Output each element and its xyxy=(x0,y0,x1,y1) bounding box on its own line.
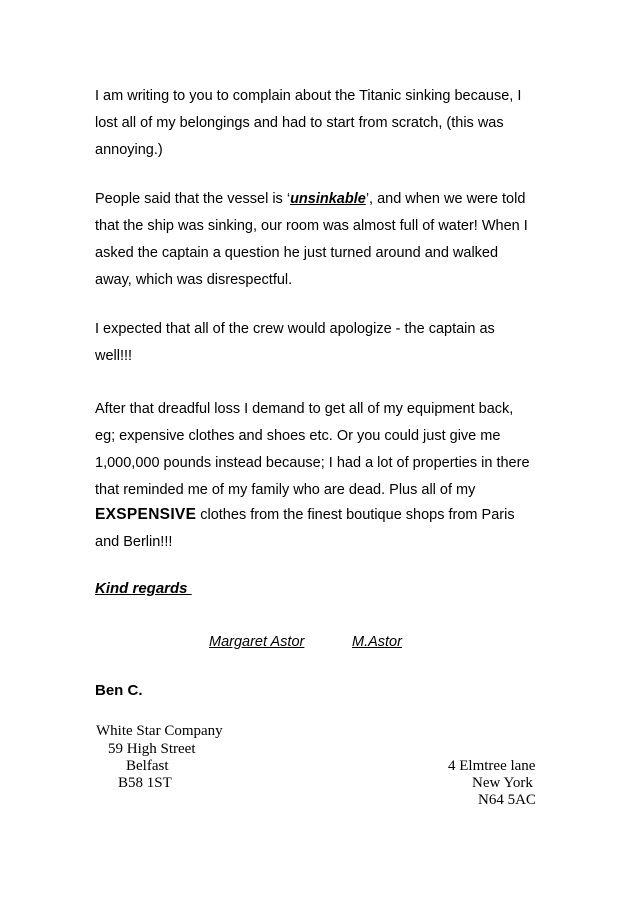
paragraph-4-line-1: After that dreadful loss I demand to get all of my equipment back, xyxy=(95,401,514,417)
recipient-address-line-4: B58 1ST xyxy=(118,775,172,791)
paragraph-4-line-6: and Berlin!!! xyxy=(95,534,173,550)
closing-salutation: Kind regards xyxy=(95,580,192,597)
author-name: Ben C. xyxy=(95,682,143,699)
sender-address-line-3: N64 5AC xyxy=(478,792,536,808)
sender-address-line-1: 4 Elmtree lane xyxy=(448,758,536,774)
paragraph-2-line-2: that the ship was sinking, our room was almost full of water! When I xyxy=(95,218,528,234)
paragraph-2-text-after: ’, and when we were told xyxy=(365,191,526,207)
expensive-emphasis: EXSPENSIVE xyxy=(95,506,197,523)
paragraph-2-line-4: away, which was disrespectful. xyxy=(95,272,293,288)
paragraph-2-line-1 xyxy=(95,189,525,209)
paragraph-4-line-5-rest: clothes from the finest boutique shops from Paris xyxy=(196,507,515,523)
paragraph-1-line-3: annoying.) xyxy=(95,142,163,158)
recipient-address-line-3: Belfast xyxy=(126,758,169,774)
paragraph-1-line-2: lost all of my belongings and had to start from scratch, (this was xyxy=(95,115,504,131)
paragraph-4-line-2: eg; expensive clothes and shoes etc. Or you could just give me xyxy=(95,428,501,444)
paragraph-4-line-3: 1,000,000 pounds instead because; I had a lot of properties in there xyxy=(95,455,530,471)
signature-name: Margaret Astor xyxy=(209,634,305,650)
recipient-address-line-1: White Star Company xyxy=(96,723,223,739)
signature-initials: M.Astor xyxy=(352,634,402,650)
paragraph-2-text-before: People said that the vessel is ‘ xyxy=(95,191,291,207)
paragraph-1-line-1: I am writing to you to complain about the Titanic sinking because, I xyxy=(95,88,522,104)
paragraph-3-line-1: I expected that all of the crew would apologize - the captain as xyxy=(95,321,495,337)
paragraph-3-line-2: well!!! xyxy=(95,348,133,364)
paragraph-2-line-3: asked the captain a question he just turned around and walked xyxy=(95,245,499,261)
recipient-address-line-2: 59 High Street xyxy=(108,741,196,757)
paragraph-4-line-4: that reminded me of my family who are dead. Plus all of my xyxy=(95,482,476,498)
sender-address-line-2: New York xyxy=(472,775,533,791)
unsinkable-emphasis: unsinkable xyxy=(290,191,366,207)
paragraph-4-line-5 xyxy=(95,505,515,525)
